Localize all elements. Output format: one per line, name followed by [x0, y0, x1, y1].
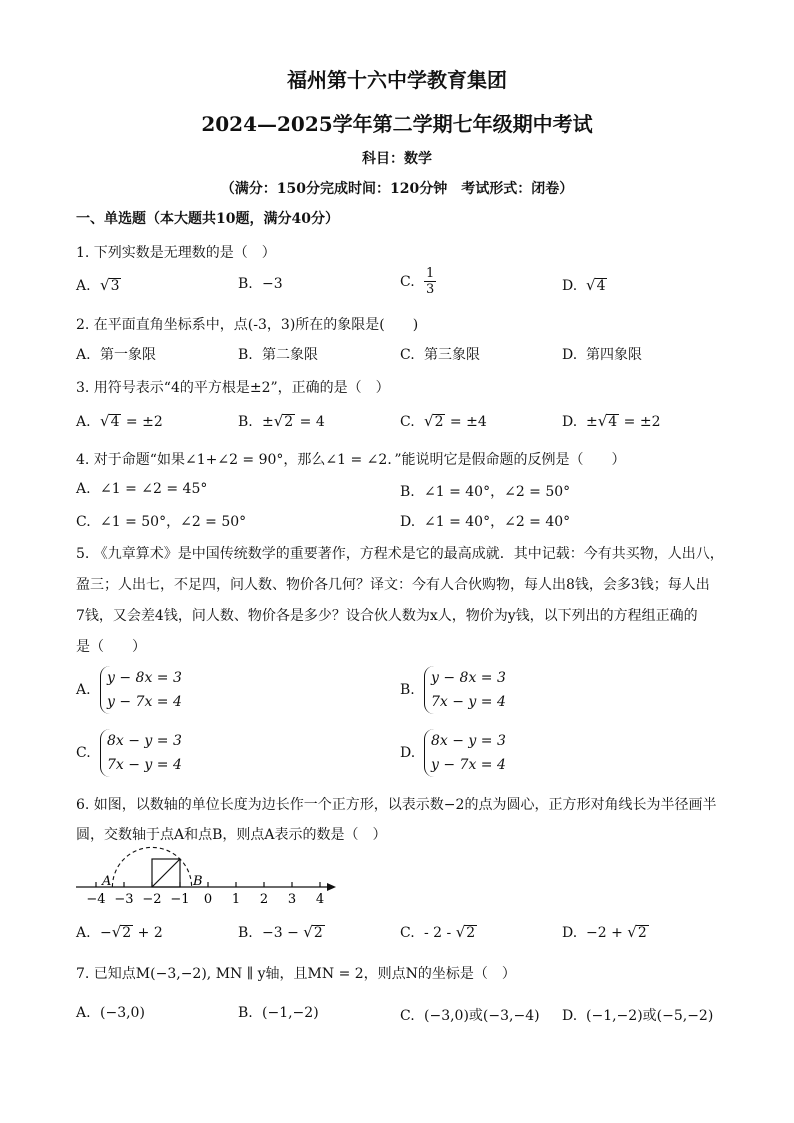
fraction: $\frac{1}{3}$: [426, 266, 435, 297]
tick-label: −4: [86, 892, 106, 907]
tick-label: 3: [287, 892, 297, 907]
q5-line-3: 7钱，又会差4钱，问人数、物价各是多少？设合伙人数为x人，物价为y钱，以下列出的方程组正确的: [76, 608, 698, 624]
q2-option-b[interactable]: B. 第二象限: [238, 347, 318, 363]
school-title: 福州第十六中学教育集团: [287, 68, 507, 92]
number-line-figure: [70, 840, 350, 910]
exam-title: 2024—2025学年第二学期七年级期中考试: [201, 112, 593, 136]
equation-system: y − 8x = 3 y − 7x = 4: [100, 666, 182, 714]
q2-option-a[interactable]: A. 第一象限: [76, 347, 156, 363]
option-label: C.: [400, 273, 415, 290]
radicand: 4: [596, 278, 606, 294]
tick-label: −2: [142, 892, 162, 907]
tick-label: 4: [315, 892, 325, 907]
q5-option-d[interactable]: D.8x − y = 3 y − 7x = 4: [400, 729, 506, 777]
section-title: 一、单选题（本大题共10题，满分40分）: [76, 211, 339, 227]
q4-stem: 4. 对于命题“如果∠1+∠2 = 90°，那么∠1 = ∠2．”能说明它是假命题的反例是（ ）: [76, 452, 626, 468]
q7-option-c[interactable]: C. (−3,0)或(−3,−4): [400, 1008, 540, 1024]
q5-line-2: 盈三；人出七，不足四，问人数、物价各几何？译文：今有人合伙购物，每人出8钱，会多3钱；每人出: [76, 577, 710, 593]
equation-system: 8x − y = 3 y − 7x = 4: [424, 729, 506, 777]
q5-line-4: 是（ ）: [76, 639, 146, 655]
equation-system: y − 8x = 3 7x − y = 4: [424, 666, 506, 714]
tick-label: −1: [170, 892, 190, 907]
q4-option-b[interactable]: B. ∠1 = 40°，∠2 = 50°: [400, 484, 571, 500]
q3-option-c[interactable]: C. √2 = ±4: [400, 412, 487, 430]
subject-line: 科目：数学: [362, 151, 432, 167]
q3-option-d[interactable]: D. ±√4 = ±2: [562, 412, 661, 430]
arrow-icon: [327, 883, 336, 891]
q5-line-1: 5. 《九章算术》是中国传统数学的重要著作，方程术是它的最高成就．其中记载：今有共买物，人出八，: [76, 546, 724, 562]
q3-option-b[interactable]: B. ±√2 = 4: [238, 412, 325, 430]
option-label: B.: [238, 276, 253, 292]
option-label: A.: [76, 278, 91, 294]
q6-option-c[interactable]: C. - 2 - √2: [400, 923, 476, 941]
q5-option-c[interactable]: C.8x − y = 3 7x − y = 4: [76, 729, 182, 777]
q1-option-a[interactable]: A. √3: [76, 276, 120, 294]
q4-option-d[interactable]: D. ∠1 = 40°，∠2 = 40°: [400, 514, 571, 530]
q1-option-d[interactable]: D. √4: [562, 276, 606, 294]
q5-option-b[interactable]: B.y − 8x = 3 7x − y = 4: [400, 666, 506, 714]
q4-option-a[interactable]: A. ∠1 = ∠2 = 45°: [76, 481, 208, 497]
q6-line-2: 圆，交数轴于点A和点B，则点A表示的数是（ ）: [76, 827, 387, 843]
q6-option-a[interactable]: A. −√2 + 2: [76, 923, 163, 941]
tick-label: 1: [231, 892, 241, 907]
q5-option-a[interactable]: A.y − 8x = 3 y − 7x = 4: [76, 666, 182, 714]
tick-label: 2: [259, 892, 269, 907]
option-text: −3: [262, 276, 283, 292]
q2-option-d[interactable]: D. 第四象限: [562, 347, 642, 363]
q7-option-d[interactable]: D. (−1,−2)或(−5,−2): [562, 1008, 714, 1024]
tick-label: 0: [203, 892, 213, 907]
square-diagonal: [152, 859, 180, 887]
point-b-label: B: [193, 874, 203, 889]
option-label: D.: [562, 278, 578, 294]
q7-option-b[interactable]: B. (−1,−2): [238, 1005, 319, 1021]
q1-option-c[interactable]: [400, 266, 436, 297]
point-a-label: A: [102, 874, 112, 889]
q7-option-a[interactable]: A. (−3,0): [76, 1005, 145, 1021]
q1-stem: 1. 下列实数是无理数的是（ ）: [76, 245, 276, 261]
tick-label: −3: [114, 892, 134, 907]
q6-option-d[interactable]: D. −2 + √2: [562, 923, 647, 941]
exam-info: （满分：150分完成时间：120分钟 考试形式：闭卷）: [220, 181, 574, 197]
q6-line-1: 6. 如图，以数轴的单位长度为边长作一个正方形，以表示数−2的点为圆心，正方形对角线长为半径画半: [76, 797, 717, 813]
q2-option-c[interactable]: C. 第三象限: [400, 347, 480, 363]
q3-stem: 3. 用符号表示“4的平方根是±2”，正确的是（ ）: [76, 380, 390, 396]
equation-system: 8x − y = 3 7x − y = 4: [100, 729, 182, 777]
q3-option-a[interactable]: A. √4 = ±2: [76, 412, 163, 430]
q1-option-b[interactable]: [238, 276, 283, 292]
q4-option-c[interactable]: C. ∠1 = 50°，∠2 = 50°: [76, 514, 247, 530]
q6-option-b[interactable]: B. −3 − √2: [238, 923, 323, 941]
q2-stem: 2. 在平面直角坐标系中，点(-3，3)所在的象限是( ): [76, 317, 419, 333]
q7-stem: 7. 已知点M(−3,−2), MN ∥ y轴，且MN = 2，则点N的坐标是（ ）: [76, 966, 516, 982]
radicand: 3: [110, 278, 120, 294]
